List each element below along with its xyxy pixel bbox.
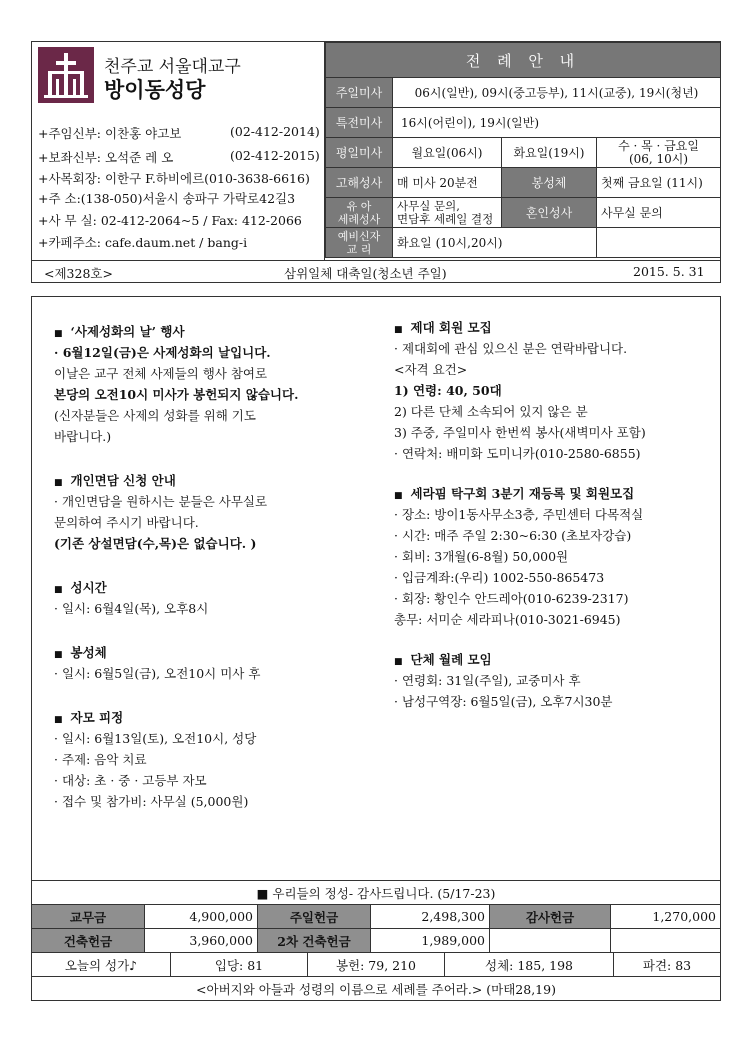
infant-baptism-label (326, 198, 393, 228)
weekday-mass-monday: 월요일(06시) (393, 138, 502, 168)
offering-label: 2차 건축헌금 (258, 929, 371, 953)
infant-label-line2: 세례성사 (337, 212, 381, 226)
offerings-title: ■ 우리들의 정성- 감사드립니다. (5/17-23) (32, 881, 721, 905)
weekday-times: (06, 10시) (628, 151, 689, 166)
communion-sick-label: 봉성체 (502, 168, 597, 198)
section-line: · 회비: 3개월(6-8월) 50,000원 (394, 549, 569, 564)
section-title-text: 성시간 (70, 580, 107, 595)
contact-phone: (02-412-2014) (230, 124, 320, 139)
bullet-icon: ■ (54, 715, 63, 725)
section-title-text: 제대 회원 모집 (410, 320, 492, 335)
bullet-icon: ■ (394, 325, 403, 335)
section-mothers-retreat (54, 707, 394, 812)
catechumen-value: 화요일 (10시,20시) (393, 228, 597, 258)
section-line: · 장소: 방이1동사무소3층, 주민센터 다목적실 (394, 507, 644, 522)
weekday-mass-tuesday: 화요일(19시) (502, 138, 597, 168)
section-title-text: 자모 피정 (70, 710, 124, 725)
section-line: · 일시: 6월4일(목), 오후8시 (54, 601, 209, 616)
section-title (54, 470, 394, 491)
issue-number: <제328호> (44, 266, 113, 281)
section-title-text: ‘사제성화의 날’ 행사 (70, 324, 185, 339)
empty-cell (611, 929, 721, 953)
section-line: · 일시: 6월13일(토), 오전10시, 성당 (54, 731, 257, 746)
bullet-icon: ■ (54, 585, 63, 595)
section-title-text: 단체 월례 모임 (410, 652, 492, 667)
section-line: 이날은 교구 전체 사제들의 행사 참여로 (54, 366, 268, 381)
offering-value: 1,270,000 (611, 905, 721, 929)
section-monthly-meetings (394, 649, 714, 712)
special-mass-value: 16시(어린이), 19시(일반) (393, 108, 721, 138)
confession-label: 고해성사 (326, 168, 393, 198)
infant-value-line2: 면담후 세례일 결정 (397, 211, 494, 226)
section-holy-hour (54, 577, 394, 619)
issue-bar (31, 261, 721, 283)
schedule-table (325, 42, 721, 258)
section-line: · 연락처: 배미화 도미니카(010-2580-6855) (394, 446, 641, 461)
sunday-mass-label: 주일미사 (326, 78, 393, 108)
catechumen-label-line1: 예비신자 (337, 229, 381, 243)
offering-label: 교무금 (32, 905, 145, 929)
section-line: · 6월12일(금)은 사제성화의 날입니다. (54, 345, 271, 360)
section-line: 본당의 오전10시 미사가 봉헌되지 않습니다. (54, 387, 299, 402)
offerings-box (31, 880, 721, 998)
section-line: · 남성구역장: 6월5일(금), 오후7시30분 (394, 694, 613, 709)
offering-label: 건축헌금 (32, 929, 145, 953)
announcements-box (31, 296, 721, 881)
section-table-tennis (394, 483, 714, 630)
section-title (54, 577, 394, 598)
weekday-days: 수 · 목 · 금요일 (618, 138, 699, 153)
section-line: · 일시: 6월5일(금), 오전10시 미사 후 (54, 666, 261, 681)
offerings-table (31, 880, 721, 953)
catechumen-label-line2: 교 리 (346, 242, 372, 256)
contact-label: +보좌신부: 오석준 레 오 (38, 150, 174, 165)
weekday-mass-label: 평일미사 (326, 138, 393, 168)
section-title (54, 642, 394, 663)
contact-cafe: +카페주소: cafe.daum.net / bang-i (38, 235, 248, 250)
bullet-icon: ■ (394, 657, 403, 667)
offering-value: 1,989,000 (371, 929, 490, 953)
offering-value: 4,900,000 (145, 905, 258, 929)
hymn-communion: 성체: 185, 198 (445, 953, 614, 977)
contact-office: +사 무 실: 02-412-2064~5 / Fax: 412-2066 (38, 213, 302, 228)
section-line: 2) 다른 단체 소속되어 있지 않은 분 (394, 404, 588, 419)
communion-sick-value: 첫째 금요일 (11시) (597, 168, 721, 198)
contact-phone: (02-412-2015) (230, 148, 320, 163)
section-line: · 회장: 황인수 안드레아(010-6239-2317) (394, 591, 629, 606)
confession-value: 매 미사 20분전 (393, 168, 502, 198)
hymn-entrance: 입당: 81 (171, 953, 308, 977)
bullet-icon: ■ (54, 650, 63, 660)
contact-address: +주 소:(138-050)서울시 송파구 가락로42길3 (38, 191, 296, 206)
section-line: 1) 연령: 40, 50대 (394, 383, 502, 398)
scripture-quote: <아버지와 아들과 성령의 이름으로 세례를 주어라.> (마태28,19) (32, 977, 721, 1001)
section-title (394, 483, 714, 504)
section-line: 바랍니다.) (54, 429, 112, 444)
right-column (394, 317, 714, 712)
section-title (394, 317, 714, 338)
offering-label: 감사헌금 (490, 905, 611, 929)
section-title-text: 세라핌 탁구회 3분기 재등록 및 회원모집 (410, 486, 635, 501)
sunday-mass-value: 06시(일반), 09시(중고등부), 11시(교중), 19시(청년) (393, 78, 721, 108)
section-line: · 대상: 초 · 중 · 고등부 자모 (54, 773, 207, 788)
contact-pastor (38, 124, 320, 142)
marriage-label: 혼인성사 (502, 198, 597, 228)
liturgy-schedule (324, 42, 721, 260)
parish-logo-icon (38, 47, 94, 103)
section-line: 문의하여 주시기 바랍니다. (54, 515, 199, 530)
infant-baptism-value (393, 198, 502, 228)
bullet-icon: ■ (54, 329, 63, 339)
weekday-mass-wed-fri (597, 138, 721, 168)
section-line: · 제대회에 관심 있으신 분은 연락바랍니다. (394, 341, 628, 356)
left-column (54, 321, 394, 812)
bullet-icon: ■ (394, 491, 403, 501)
infant-label-line1: 유 아 (346, 199, 372, 213)
hymn-offertory: 봉헌: 79, 210 (308, 953, 445, 977)
section-line: · 시간: 매주 주일 2:30~6:30 (초보자강습) (394, 528, 632, 543)
contact-label: +주임신부: 이찬홍 야고보 (38, 126, 182, 141)
diocese-name: 천주교 서울대교구 (104, 57, 241, 77)
infant-value-line1: 사무실 문의, (397, 198, 460, 213)
schedule-title: 전 례 안 내 (326, 43, 721, 78)
issue-date: 2015. 5. 31 (633, 264, 705, 279)
parish-info-panel (32, 42, 324, 260)
section-line: 3) 주중, 주일미사 한번씩 봉사(새벽미사 포함) (394, 425, 646, 440)
contact-council: +사목회장: 이한구 F.하비에르(010-3638-6616) (38, 171, 310, 186)
section-personal-interview (54, 470, 394, 554)
feast-title: 삼위일체 대축일(청소년 주일) (284, 266, 447, 281)
section-line: · 주제: 음악 치료 (54, 752, 147, 767)
section-priest-sanctification (54, 321, 394, 447)
section-title (54, 321, 394, 342)
parish-name: 방이동성당 (104, 77, 206, 102)
section-line: (신자분들은 사제의 성화를 위해 기도 (54, 408, 256, 423)
hymns-table (31, 952, 721, 1001)
contact-assistant (38, 148, 320, 166)
section-title-text: 개인면담 신청 안내 (70, 473, 176, 488)
offering-value: 2,498,300 (371, 905, 490, 929)
bulletin-header (31, 41, 721, 261)
section-altar-guild (394, 317, 714, 464)
section-title-text: 봉성체 (70, 645, 107, 660)
section-title (54, 707, 394, 728)
empty-cell (597, 228, 721, 258)
empty-cell (490, 929, 611, 953)
section-title (394, 649, 714, 670)
section-line: 총무: 서미순 세라피나(010-3021-6945) (394, 612, 621, 627)
section-line: <자격 요건> (394, 362, 468, 377)
bullet-icon: ■ (54, 478, 63, 488)
offering-label: 주일헌금 (258, 905, 371, 929)
marriage-value: 사무실 문의 (597, 198, 721, 228)
hymn-recessional: 파견: 83 (614, 953, 721, 977)
section-line: · 입금계좌:(우리) 1002-550-865473 (394, 570, 605, 585)
section-sick-communion (54, 642, 394, 684)
catechumen-label (326, 228, 393, 258)
hymn-label: 오늘의 성가♪ (32, 953, 171, 977)
section-line: · 접수 및 참가비: 사무실 (5,000원) (54, 794, 249, 809)
offering-value: 3,960,000 (145, 929, 258, 953)
section-line: · 개인면담을 원하시는 분들은 사무실로 (54, 494, 268, 509)
special-mass-label: 특전미사 (326, 108, 393, 138)
section-line: · 연령회: 31일(주일), 교중미사 후 (394, 673, 581, 688)
section-line: (기존 상설면담(수,목)은 없습니다. ) (54, 536, 257, 551)
